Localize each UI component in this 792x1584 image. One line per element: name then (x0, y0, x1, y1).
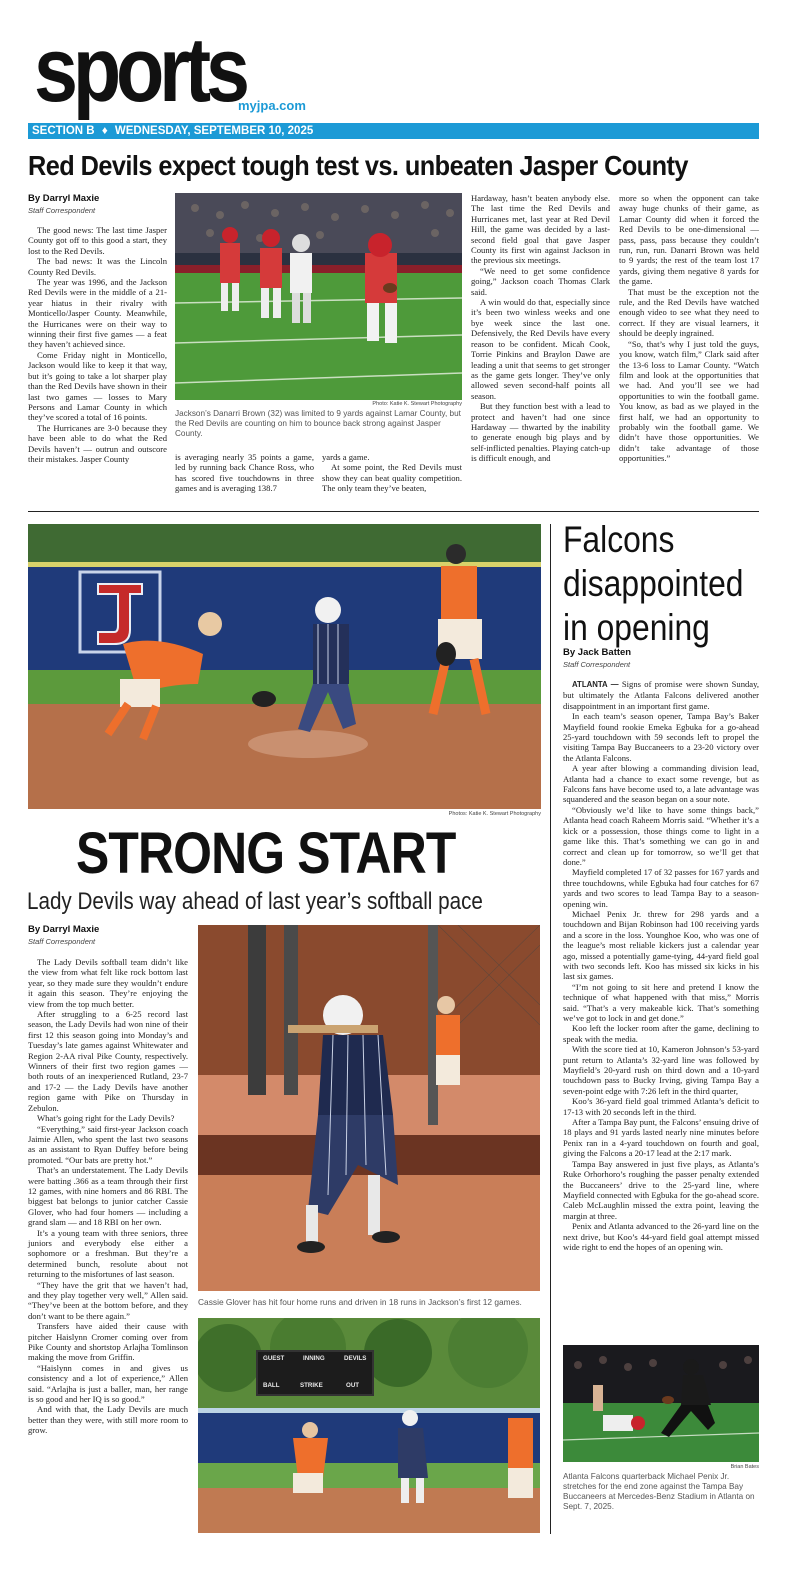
paragraph: is averaging nearly 35 points a game, led by running back Chance Ross, who has scored five touchdowns in three games and is averaging 138.7 (175, 452, 314, 494)
section-label: SECTION B (32, 125, 95, 137)
paragraph: That’s an understatement. The Lady Devils were batting .366 as a team through their first 12 games, with nine homers and 86 RBI. The biggest bat belongs to junior catcher Cassie Glover, who had four homers — including a grand slam — and 18 RBI on her own. (28, 1165, 188, 1228)
story3-headline[interactable]: Falcons disappointed in opening (563, 519, 744, 648)
paragraph: Koo’s 36-yard field goal trimmed Atlanta’s deficit to 17-13 with 20 seconds left in the third. (563, 1096, 759, 1117)
paragraph: Tampa Bay answered in just five plays, as Atlanta’s Ruke Orhorhoro’s roughing the passer penalty extended the Buccaneers’ drive to the 25-yard line, where Mayfield connected with Egbuka for the go-ahead score. Caleb McLaughlin missed the extra point, leaving the margin at three. (563, 1158, 759, 1221)
paragraph: Koo left the locker room after the game, declining to speak with the media. (563, 1023, 759, 1044)
story2-photo-credit: Photos: Katie K. Stewart Photography (448, 811, 541, 817)
story1-headline[interactable]: Red Devils expect tough test vs. unbeaten Jasper County (28, 150, 688, 181)
story1-col5 (619, 193, 759, 464)
divider (28, 511, 759, 512)
paragraph: But they function best with a lead to protect and haven’t had one since Hardaway — thwarted by the inability to generate enough big plays and by self-inflicted penalties. Playing catch-up is difficult enough, and (471, 401, 610, 464)
story1-photo-credit: Photo: Katie K. Stewart Photography (372, 401, 462, 407)
paragraph: “So, that’s why I just told the guys, you know, watch film,” Clark said after the 13-6 loss to Lamar County. “Watch film and look at the opportunities that we had. And you’ll see we had opportunities to win the football game. You know, as bad as we played in the first half, we had an opportunity to probably win the football game. We didn’t have those opportunities. We didn’t take advantage of those opportunities.” (619, 338, 759, 464)
paragraph: After struggling to a 6-25 record last season, the Lady Devils had won nine of their first 12 this season going into Monday’s and Tuesday’s late games against Whitewater and Region 2-AA rival Pike County, respectively. Winners of their first two region games — both routs of an inexperienced Rutland, 23-7 and 17-2 — the Lady Devils have another region game with Pike on Thursday in Zebulon. (28, 1009, 188, 1113)
softball-photo-scoreboard (198, 1318, 540, 1533)
paragraph: And with that, the Lady Devils are much better than they were, with still more room to grow. (28, 1404, 188, 1436)
paragraph: “They have the grit that we haven’t had, and they play together very well,” Allen said. “They’ve been at the bottom before, and they don’t want to be there again.” (28, 1279, 188, 1321)
story3-body (563, 679, 759, 1252)
story2-headline[interactable]: STRONG START (76, 821, 456, 886)
story2-photo-caption: Cassie Glover has hit four home runs and driven in 18 runs in Jackson’s first 12 games. (198, 1297, 522, 1307)
paragraph: The Lady Devils softball team didn’t like the view from what felt like rock bottom last year, so they made sure they wouldn’t endure it again this season. They’re enjoying the view from the top much better. (28, 957, 188, 1009)
scoreboard-devils: DEVILS (344, 1355, 367, 1362)
paragraph: That must be the exception not the rule, and the Red Devils have watched enough video to see what they need to correct. If they are visual learners, it should be deeply ingrained. (619, 286, 759, 339)
paragraph: After a Tampa Bay punt, the Falcons’ ensuing drive of 18 plays and 91 yards lasted nearly nine minutes before Penix ran in a 4-yard touchdown on fourth and goal, giving the Falcons a 20-17 lead at the 2:17 mark. (563, 1117, 759, 1159)
paragraph: The Hurricanes are 3-0 because they have been able to do what the Red Devils haven’t — outrun and outscore their mistakes. Jasper County (28, 422, 167, 464)
story1-col3 (322, 452, 462, 494)
paragraph: “We need to get some confidence going,” Jackson coach Thomas Clark said. (471, 265, 610, 297)
paragraph: “Everything,” said first-year Jackson coach Jaimie Allen, who spent the last two seasons as an assistant to Ryan Duffey before being promoted. “Our bats are pretty hot.” (28, 1123, 188, 1165)
scoreboard-inning: INNING (303, 1355, 325, 1362)
paragraph: more so when the opponent can take away huge chunks of their game, as Lamar County did when it forced the Red Devils to be one-dimensional — pass, pass, pass because they couldn’t run, run, run. Danarri Brown was held to 9 yards; the rest of the team lost 17 yards, giving them negative 8 yards for the game. (619, 193, 759, 287)
story2-role: Staff Correspondent (28, 937, 96, 946)
story1-photo-caption: Jackson’s Danarri Brown (32) was limited to 9 yards against Lamar County, but the Red Devils are counting on him to bounce back strong against Jasper County. (175, 409, 461, 438)
scoreboard-guest: GUEST (263, 1355, 285, 1362)
story1-byline: By Darryl Maxie (28, 193, 100, 204)
story3-photo-caption: Atlanta Falcons quarterback Michael Penix Jr. stretches for the end zone against the Tampa Bay Buccaneers at Mercedes-Benz Stadium in Atlanta on Sept. 7, 2025. (563, 1472, 755, 1511)
paragraph: Come Friday night in Monticello, Jackson would like to keep it that way, but it’s going to take a lot sharper play than the Red Devils have shown in their last two games — losses to Mary Persons and Lamar County in which they’ve scored a total of 16 points. (28, 349, 167, 423)
story1-col4 (471, 193, 610, 464)
masthead-title: sports (34, 19, 245, 121)
story1-col2 (175, 452, 314, 494)
paragraph: In each team’s season opener, Tampa Bay’s Baker Mayfield found rookie Emeka Egbuka for a go-ahead 25-yard touchdown with 59 seconds left to propel the visiting Tampa Bay Buccaneers to a 23-20 victory over the Atlanta Falcons. (563, 711, 759, 763)
paragraph: Mayfield completed 17 of 32 passes for 167 yards and three touchdowns, while Egbuka had four catches for 67 yards and two scores to lead Tampa Bay to a season-opening win. (563, 867, 759, 909)
paragraph: The year was 1996, and the Jackson Red Devils were in the middle of a 21-year hiatus in their rivalry with Monticello/Jasper County. Meanwhile, the Hurricanes were on their way to winning their first five games — a feat they haven’t achieved since. (28, 277, 167, 350)
paragraph: Transfers have aided their cause with pitcher Haislynn Cromer coming over from Pike County and shortstop Arlajha Tomlinson making the move from Griffin. (28, 1321, 188, 1363)
diamond-icon: ♦ (101, 125, 108, 137)
scoreboard (256, 1350, 374, 1396)
paragraph: “Haislynn comes in and gives us consistency and a lot of experience,” Allen said. “Arlajha is just a baller, man, her range is so good and her IQ is so good.” (28, 1362, 188, 1405)
paragraph: “Obviously we’d like to have some things back,” Atlanta head coach Raheem Morris said. “Whether it’s a kick or a possession, those things come to light in a game like this. That’s something we can go in and correct and clean up for tomorrow, so we’ll get that done.” (563, 804, 759, 867)
story1-col1 (28, 225, 167, 464)
softball-photo-main (28, 524, 541, 809)
story1-role: Staff Correspondent (28, 206, 96, 215)
paragraph: Penix and Atlanta advanced to the 26-yard line on the next drive, but Koo’s 44-yard field goal attempt missed wide right to end the hopes of an opening win. (563, 1221, 759, 1252)
paragraph: Michael Penix Jr. threw for 298 yards and a touchdown and Bijan Robinson had 100 receiving yards and a score in the loss. Younghoe Koo, who was one of the league’s most reliable kickers just a calendar year ago, missed a potentially game-tying, 44-yard field goal with two seconds left. Koo has missed six kicks in his last six games. (563, 908, 759, 982)
paragraph: At some point, the Red Devils must show they can beat quality competition. The only team they’ve beaten, (322, 462, 462, 494)
paragraph: With the score tied at 10, Kameron Johnson’s 53-yard punt return to Atlanta’s 32-yard line was followed by Mayfield’s 20-yard rush on third down and a 10-yard touchdown pass to Bucky Irving, giving Tampa Bay a seven-point edge with 7:26 left in the third quarter, (563, 1044, 759, 1096)
lead-paragraph: Signs of promise were shown Sunday, but ultimately the Atlanta Falcons delivered another disappointment in an important first game. (563, 679, 759, 711)
story3-byline: By Jack Batten (563, 647, 632, 658)
paragraph: The good news: The last time Jasper County got off to this good a start, they lost to the Red Devils. (28, 225, 167, 256)
softball-photo-batter (198, 925, 540, 1291)
paragraph: yards a game. (322, 452, 370, 462)
scoreboard-out: OUT (346, 1382, 360, 1389)
story3-photo-credit: Brian Bates (730, 1464, 759, 1470)
paragraph: A win would do that, especially since it’s been two winless weeks and one bye week since the last one. Defensively, the Red Devils have every reason to be confident. Micah Cook, Torrie Pinkins and Braylon Dawe are leading a unit that seems to get stronger as the game gets longer. They’ve only allowed seven second-half points all season. (471, 297, 610, 401)
paragraph: Hardaway, hasn’t beaten anybody else. The last time the Red Devils and Hurricanes met, last year at Red Devil Hill, the game was decided by a last-second field goal that gave Jasper County its first win against Jackson in the previous six meetings. (471, 193, 610, 266)
story2-byline: By Darryl Maxie (28, 924, 100, 935)
story2-body (28, 957, 188, 1436)
dateline: ATLANTA — (572, 680, 619, 689)
story2-subhead: Lady Devils way ahead of last year’s softball pace (27, 888, 483, 915)
paragraph: What’s going right for the Lady Devils? (37, 1113, 175, 1124)
section-bar (28, 123, 759, 139)
falcons-photo (563, 1345, 759, 1462)
column-rule (550, 524, 551, 1534)
paragraph: A year after blowing a commanding division lead, Atlanta had a chance to exact some revenge, but as Falcons fans have become used to, a late advantage was squandered and the season began on a sour note. (563, 763, 759, 805)
paragraph: It’s a young team with three seniors, three juniors and everybody else either a sophomore or a freshman. But they’re a determined bunch, resolute about not returning to the misfortunes of last season. (28, 1227, 188, 1280)
paragraph: “I’m not going to sit here and pretend I know the technique of what happened with that miss,” Morris said. “That’s a very makeable kick. That’s something we’ve got to lock in and get done.” (563, 981, 759, 1023)
football-photo (175, 193, 462, 400)
paragraph: The bad news: It was the Lincoln County Red Devils. (28, 256, 167, 277)
issue-date: WEDNESDAY, SEPTEMBER 10, 2025 (114, 125, 314, 137)
site-link[interactable]: myjpa.com (238, 98, 306, 113)
scoreboard-ball: BALL (263, 1382, 280, 1389)
story3-role: Staff Correspondent (563, 660, 631, 669)
scoreboard-strike: STRIKE (300, 1382, 323, 1389)
